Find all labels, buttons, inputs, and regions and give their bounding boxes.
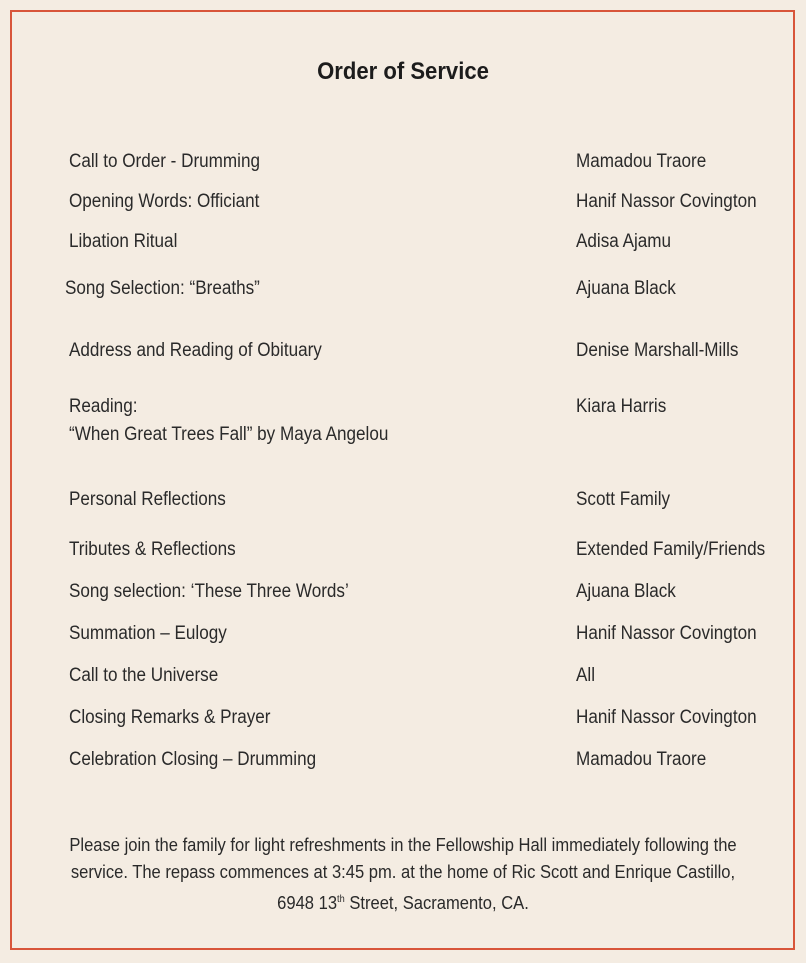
program-row [0, 539, 806, 567]
program-item: Celebration Closing – Drumming [69, 749, 317, 770]
program-person: Hanif Nassor Covington [576, 707, 757, 728]
program-item: Personal Reflections [69, 489, 226, 510]
address-ordinal: th [337, 894, 345, 905]
program-row [0, 665, 806, 693]
footer-line-2: service. The repass commences at 3:45 pm. at the home of Ric Scott and Enrique Castillo, [70, 862, 736, 882]
program-row [0, 581, 806, 609]
program-person: Adisa Ajamu [576, 231, 672, 252]
program-person: Ajuana Black [576, 278, 676, 299]
program-row [0, 489, 806, 517]
program-person: Hanif Nassor Covington [576, 191, 757, 212]
program-item: Song Selection: “Breaths” [65, 278, 260, 299]
program-person: Mamadou Traore [576, 151, 707, 172]
program-item: Summation – Eulogy [69, 623, 227, 644]
page-title: Order of Service [317, 58, 489, 85]
program-item: Tributes & Reflections [69, 539, 236, 560]
program-person: Scott Family [576, 489, 671, 510]
address-rest: Street, Sacramento, CA. [344, 893, 529, 913]
program-person: Ajuana Black [576, 581, 676, 602]
program-item: Address and Reading of Obituary [69, 340, 322, 361]
program-item: Opening Words: Officiant [69, 191, 260, 212]
program-row [0, 396, 806, 445]
program-person: Denise Marshall-Mills [576, 340, 739, 361]
program-row [0, 749, 806, 777]
program-item: Song selection: ‘These Three Words’ [69, 581, 349, 602]
footer-address [69, 886, 737, 917]
program-item: Call to Order - Drumming [69, 151, 260, 172]
program-item-line2: “When Great Trees Fall” by Maya Angelou [69, 424, 389, 445]
program-person: Mamadou Traore [576, 749, 707, 770]
refreshments-note [40, 832, 766, 917]
program-row [0, 278, 806, 306]
program-row [0, 151, 806, 179]
program-item: Libation Ritual [69, 231, 178, 252]
address-number: 6948 13 [277, 893, 338, 913]
program-row [0, 623, 806, 651]
program-item: Closing Remarks & Prayer [69, 707, 271, 728]
program-row [0, 340, 806, 368]
program-row [0, 707, 806, 735]
program-person: Hanif Nassor Covington [576, 623, 757, 644]
program-person: Extended Family/Friends [576, 539, 766, 560]
program-row [0, 191, 806, 219]
program-item: Call to the Universe [69, 665, 219, 686]
program-person: All [576, 665, 596, 686]
program-item: Reading: [69, 396, 138, 417]
program-row [0, 231, 806, 259]
footer-line-1: Please join the family for light refreshments in the Fellowship Hall immediately following the [69, 835, 737, 855]
program-person: Kiara Harris [576, 396, 667, 417]
